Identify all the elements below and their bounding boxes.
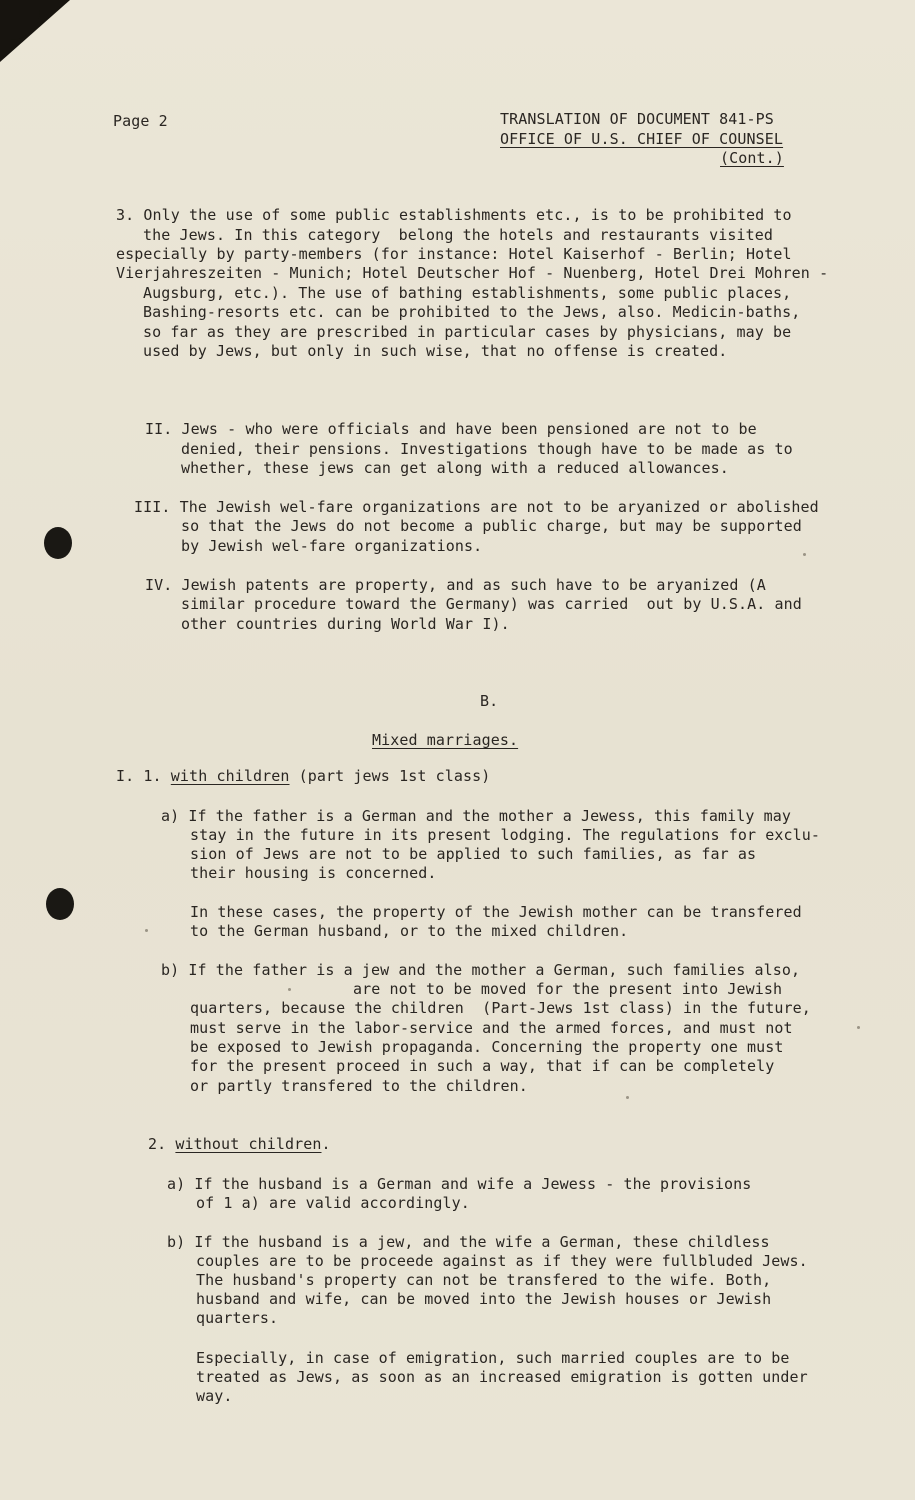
paragraph-line: Vierjahreszeiten - Munich; Hotel Deutscher Hof - Nuenberg, Hotel Drei Mohren - bbox=[116, 264, 829, 282]
paragraph-line: b) If the husband is a jew, and the wife a German, these childless bbox=[167, 1233, 770, 1251]
paragraph-line: Especially, in case of emigration, such married couples are to be bbox=[196, 1349, 790, 1367]
paper-speck bbox=[145, 929, 148, 932]
paragraph-line: stay in the future in its present lodging. The regulations for exclu- bbox=[190, 826, 821, 844]
paragraph-line: IV. Jewish patents are property, and as such have to be aryanized (A bbox=[145, 576, 766, 594]
paragraph-line: couples are to be proceede against as if they were fullbluded Jews. bbox=[196, 1252, 808, 1270]
office-title: OFFICE OF U.S. CHIEF OF COUNSEL bbox=[500, 130, 784, 148]
paper-speck bbox=[803, 553, 806, 556]
paragraph-line: II. Jews - who were officials and have been pensioned are not to be bbox=[145, 420, 757, 438]
paragraph-line: so that the Jews do not become a public charge, but may be supported bbox=[181, 517, 802, 535]
paragraph-line: for the present proceed in such a way, that if can be completely bbox=[190, 1057, 775, 1075]
punch-hole-icon bbox=[46, 888, 74, 920]
subsection-title: with children bbox=[170, 767, 290, 785]
subsection-heading bbox=[148, 1135, 331, 1154]
paragraph-line: used by Jews, but only in such wise, that no offense is created. bbox=[143, 342, 728, 360]
paragraph-line: a) If the father is a German and the mother a Jewess, this family may bbox=[161, 807, 792, 825]
section-heading: Mixed marriages. bbox=[372, 731, 519, 749]
paragraph-line: Bashing-resorts etc. can be prohibited to the Jews, also. Medicin-baths, bbox=[143, 303, 801, 321]
subsection-title: without children bbox=[175, 1135, 322, 1153]
paper-speck bbox=[626, 1096, 629, 1099]
paragraph-line: so far as they are prescribed in particular cases by physicians, may be bbox=[143, 323, 792, 341]
paragraph-line: whether, these jews can get along with a reduced allowances. bbox=[181, 459, 729, 477]
paragraph-line: denied, their pensions. Investigations though have to be made as to bbox=[181, 440, 793, 458]
paragraph-line: must serve in the labor-service and the armed forces, and must not bbox=[190, 1019, 793, 1037]
paragraph-line: quarters. bbox=[196, 1309, 279, 1327]
paragraph-line: III. The Jewish wel-fare organizations are not to be aryanized or abolished bbox=[134, 498, 819, 516]
paragraph-line: other countries during World War I). bbox=[181, 615, 510, 633]
continued-label: (Cont.) bbox=[720, 149, 784, 167]
paragraph-line: be exposed to Jewish propaganda. Concerning the property one must bbox=[190, 1038, 784, 1056]
paragraph-line: 3. Only the use of some public establishments etc., is to be prohibited to bbox=[116, 206, 792, 224]
paragraph-line: especially by party-members (for instance: Hotel Kaiserhof - Berlin; Hotel bbox=[116, 245, 792, 263]
paragraph-line: the Jews. In this category belong the hotels and restaurants visited bbox=[143, 226, 774, 244]
paragraph-line: treated as Jews, as soon as an increased emigration is gotten under bbox=[196, 1368, 808, 1386]
paragraph-line: Augsburg, etc.). The use of bathing establishments, some public places, bbox=[143, 284, 792, 302]
paragraph-line: The husband's property can not be transfered to the wife. Both, bbox=[196, 1271, 772, 1289]
section-letter: B. bbox=[480, 692, 499, 710]
subsection-heading bbox=[116, 767, 490, 786]
paragraph-line: by Jewish wel-fare organizations. bbox=[181, 537, 483, 555]
paragraph-line: of 1 a) are valid accordingly. bbox=[196, 1194, 470, 1212]
paper-speck bbox=[288, 988, 291, 991]
paragraph-line: their housing is concerned. bbox=[190, 864, 437, 882]
subsection-prefix: 2. bbox=[148, 1135, 176, 1153]
paragraph-line: sion of Jews are not to be applied to such families, as far as bbox=[190, 845, 757, 863]
document-title: TRANSLATION OF DOCUMENT 841-PS bbox=[500, 110, 774, 128]
subsection-suffix: (part jews 1st class) bbox=[289, 767, 491, 785]
paragraph-line: quarters, because the children (Part-Jews 1st class) in the future, bbox=[190, 999, 811, 1017]
paragraph-line: In these cases, the property of the Jewish mother can be transfered bbox=[190, 903, 802, 921]
paragraph-line: a) If the husband is a German and wife a Jewess - the provisions bbox=[167, 1175, 752, 1193]
paragraph-line: are not to be moved for the present into Jewish bbox=[353, 980, 783, 998]
paper-speck bbox=[857, 1026, 860, 1029]
paragraph-line: or partly transfered to the children. bbox=[190, 1077, 528, 1095]
paragraph-line: similar procedure toward the Germany) was carried out by U.S.A. and bbox=[181, 595, 802, 613]
paragraph-line: way. bbox=[196, 1387, 233, 1405]
subsection-suffix: . bbox=[321, 1135, 331, 1153]
page-number: Page 2 bbox=[113, 112, 168, 130]
paragraph-line: to the German husband, or to the mixed children. bbox=[190, 922, 629, 940]
punch-hole-icon bbox=[44, 527, 72, 559]
paragraph-line: husband and wife, can be moved into the Jewish houses or Jewish bbox=[196, 1290, 772, 1308]
subsection-prefix: I. 1. bbox=[116, 767, 171, 785]
paragraph-line: b) If the father is a jew and the mother a German, such families also, bbox=[161, 961, 801, 979]
